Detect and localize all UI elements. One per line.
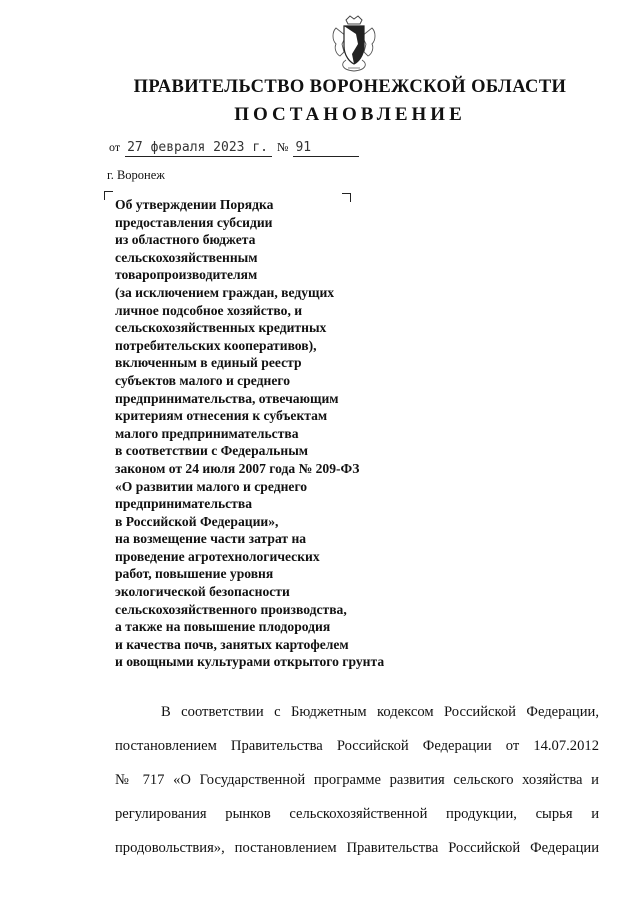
document-type: ПОСТАНОВЛЕНИЕ <box>234 104 466 125</box>
subject-line: субъектов малого и среднего <box>115 372 291 388</box>
subject-line: предпринимательства, отвечающим <box>115 390 339 406</box>
government-title: ПРАВИТЕЛЬСТВО ВОРОНЕЖСКОЙ ОБЛАСТИ <box>133 77 567 97</box>
subject-line: «О развитии малого и среднего <box>115 478 308 494</box>
subject-line: в соответствии с Федеральным <box>115 443 309 459</box>
subject-line: сельскохозяйственных кредитных <box>115 320 327 336</box>
subject-line: (за исключением граждан, ведущих <box>115 284 335 300</box>
body-paragraph <box>115 695 599 865</box>
body-line: постановлением Правительства Российской Федерации от 14.07.2012 <box>115 738 599 754</box>
subject-line: в Российской Федерации», <box>115 513 279 529</box>
date-prefix: от <box>109 140 121 154</box>
subject-line: Об утверждении Порядка <box>115 197 274 212</box>
number-value: 91 <box>293 140 359 157</box>
document-subject <box>115 196 435 671</box>
body-line: В соответствии с Бюджетным кодексом Российской Федерации, <box>161 704 599 720</box>
subject-line: критериям отнесения к субъектам <box>115 408 328 424</box>
subject-line: товаропроизводителям <box>115 267 258 283</box>
subject-line: а также на повышение плодородия <box>115 619 331 635</box>
subject-line: из областного бюджета <box>115 232 256 248</box>
corner-mark-left <box>104 191 113 200</box>
body-line: № 717 «О Государственной программе развития сельского хозяйства и <box>115 772 599 788</box>
subject-line: на возмещение части затрат на <box>115 531 307 547</box>
subject-line: включенным в единый реестр <box>115 355 302 371</box>
body-line: регулирования рынков сельскохозяйственной продукции, сырья и <box>115 806 599 822</box>
subject-line: малого предпринимательства <box>115 425 299 441</box>
coat-of-arms-icon <box>328 14 380 74</box>
subject-line: личное подсобное хозяйство, и <box>115 302 303 318</box>
subject-line: экологической безопасности <box>115 584 290 600</box>
subject-line: и качества почв, занятых картофелем <box>115 636 349 652</box>
subject-line: потребительских кооперативов), <box>115 337 317 353</box>
subject-line: и овощными культурами открытого грунта <box>115 654 385 670</box>
number-prefix: № <box>276 140 289 154</box>
subject-line: работ, повышение уровня <box>115 566 274 582</box>
subject-line: сельскохозяйственным <box>115 249 258 265</box>
subject-line: законом от 24 июля 2007 года № 209-ФЗ <box>115 460 360 476</box>
date-value: 27 февраля 2023 г. <box>125 140 272 157</box>
subject-line: предоставления субсидии <box>115 214 273 230</box>
city: г. Воронеж <box>107 168 165 182</box>
body-line: продовольствия», постановлением Правительства Российской Федерации <box>115 840 599 856</box>
subject-line: сельскохозяйственного производства, <box>115 601 347 617</box>
subject-line: проведение агротехнологических <box>115 548 320 564</box>
date-number-line <box>107 140 359 157</box>
subject-line: предпринимательства <box>115 496 252 512</box>
